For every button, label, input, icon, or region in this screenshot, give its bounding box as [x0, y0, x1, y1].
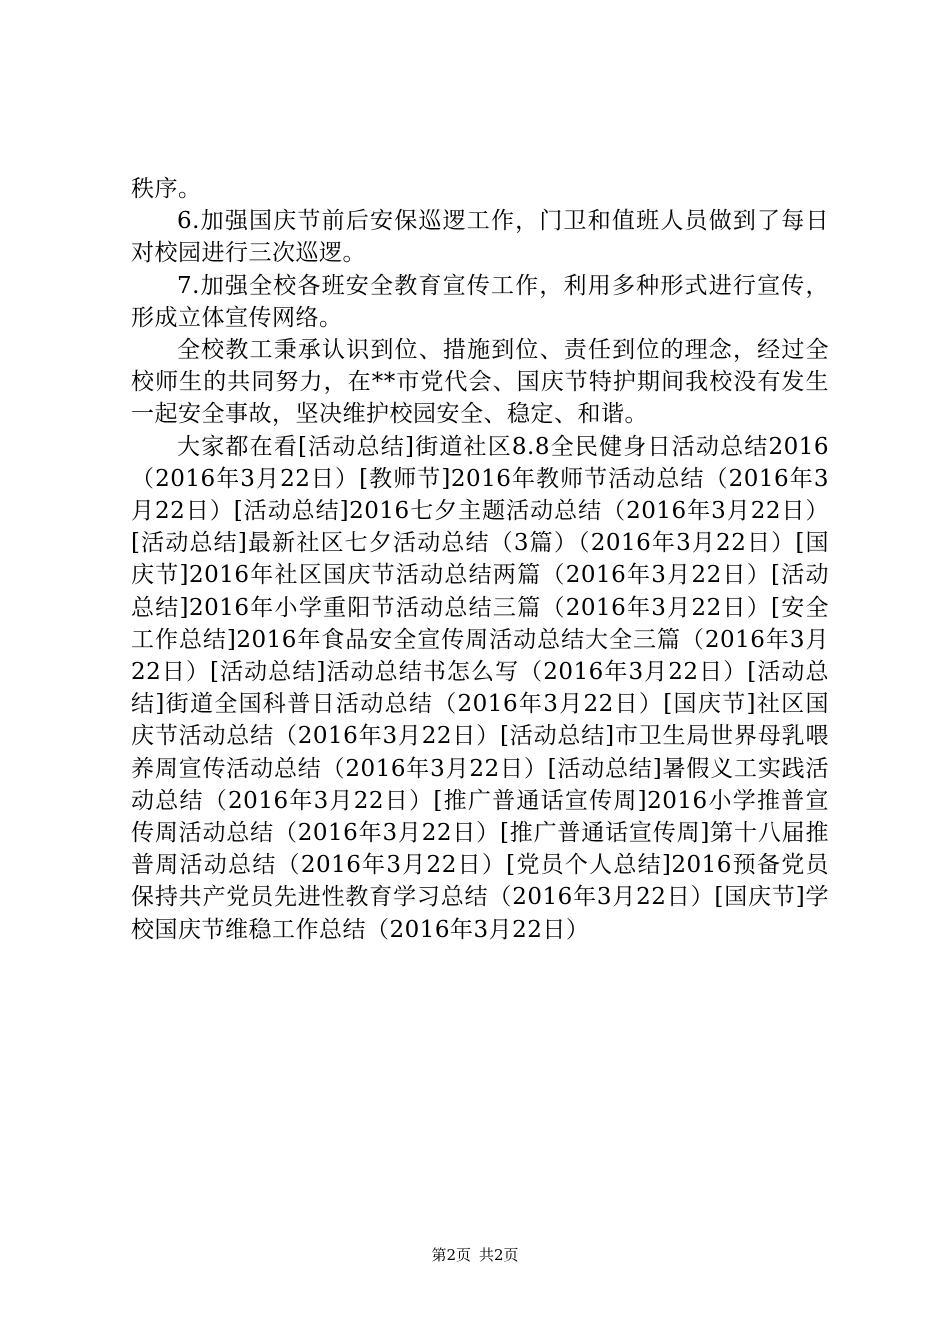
paragraph-related-links: 大家都在看[活动总结]街道社区8.8全民健身日活动总结2016（2016年3月22日）[教师节]2016年教师节活动总结（2016年3月22日）[活动总结]2016七夕主题活动总结（2016年3月22日）[活动总结]最新社区七夕活动总结（3篇）（2016年3月22日）[国庆节]2016年社区国庆节活动总结两篇（2016年3月22日）[活动总结]2016年小学重阳节活动总结三篇（2016年3月22日）[安全工作总结]2016年食品安全宣传周活动总结大全三篇（2016年3月22日）[活动总结]活动总结书怎么写（2016年3月22日）[活动总结]街道全国科普日活动总结（2016年3月22日）[国庆节]社区国庆节活动总结（2016年3月22日）[活动总结]市卫生局世界母乳喂养周宣传活动总结（2016年3月22日）[活动总结]暑假义工实践活动总结（2016年3月22日）[推广普通话宣传周]2016小学推普宣传周活动总结（2016年3月22日）[推广普通话宣传周]第十八届推普周活动总结（2016年3月22日）[党员个人总结]2016预备党员保持共产党员先进性教育学习总结（2016年3月22日）[国庆节]学校国庆节维稳工作总结（2016年3月22日）	[131, 433, 829, 943]
page-footer	[0, 1245, 950, 1265]
paragraph-continuation: 秩序。	[131, 176, 202, 202]
paragraph-item-7: 7.加强全校各班安全教育宣传工作，利用多种形式进行宣传，形成立体宣传网络。	[131, 272, 829, 331]
document-body	[131, 173, 829, 946]
paragraph-item-6: 6.加强国庆节前后安保巡逻工作，门卫和值班人员做到了每日对校园进行三次巡逻。	[131, 208, 829, 267]
paragraph-conclusion: 全校教工秉承认识到位、措施到位、责任到位的理念，经过全校师生的共同努力，在**市党代会、国庆节特护期间我校没有发生一起安全事故，坚决维护校园安全、稳定、和谐。	[131, 337, 829, 428]
page-total: 共2页	[479, 1246, 519, 1264]
page-number: 第2页	[431, 1246, 471, 1264]
